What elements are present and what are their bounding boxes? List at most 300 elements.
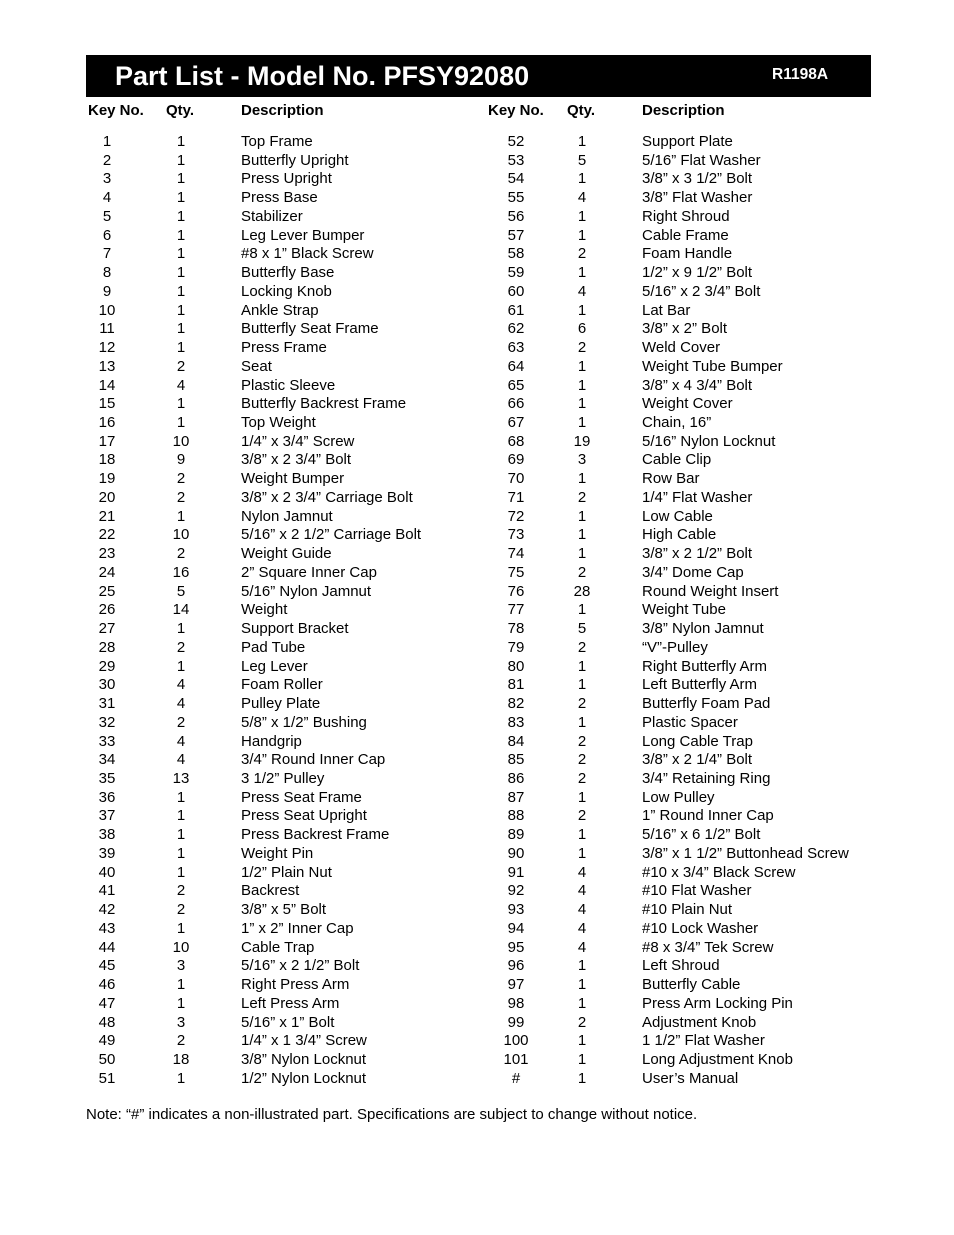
part-description: 3/8” x 2 1/2” Bolt: [642, 545, 753, 563]
table-row: [0, 414, 954, 433]
table-row: [0, 433, 954, 452]
part-key-no: 40: [98, 863, 116, 881]
part-qty: 1: [577, 207, 587, 225]
part-qty: 2: [577, 769, 587, 787]
table-row: [0, 864, 954, 883]
part-description: Support Plate: [642, 133, 733, 150]
part-description: Left Press Arm: [241, 994, 340, 1012]
part-description: Cable Clip: [642, 451, 712, 469]
table-row: [0, 658, 954, 677]
part-key-no: 26: [98, 601, 116, 619]
part-qty: 10: [172, 526, 190, 544]
part-description: #10 Plain Nut: [642, 901, 733, 919]
part-qty: 3: [577, 451, 587, 469]
part-description: Foam Handle: [642, 245, 733, 263]
table-row: [0, 489, 954, 508]
part-key-no: 18: [98, 451, 116, 469]
part-description: Locking Knob: [241, 282, 332, 300]
part-key-no: 76: [507, 582, 525, 600]
part-key-no: 58: [507, 245, 525, 263]
table-row: [0, 976, 954, 995]
part-key-no: #: [511, 1069, 521, 1087]
part-description: Low Cable: [642, 507, 713, 525]
part-key-no: 90: [507, 844, 525, 862]
part-description: 5/16” x 6 1/2” Bolt: [642, 826, 761, 844]
part-key-no: 47: [98, 994, 116, 1012]
part-qty: 1: [176, 994, 186, 1012]
part-key-no: 43: [98, 919, 116, 937]
part-qty: 1: [176, 301, 186, 319]
table-row: [0, 770, 954, 789]
part-qty: 16: [172, 563, 190, 581]
part-qty: 1: [577, 301, 587, 319]
part-description: Press Backrest Frame: [241, 826, 390, 844]
column-header-qty-right: Qty.: [567, 102, 596, 119]
part-qty: 1: [176, 826, 186, 844]
part-key-no: 79: [507, 638, 525, 656]
table-row: [0, 395, 954, 414]
part-description: High Cable: [642, 526, 717, 544]
column-header-key-right: Key No.: [488, 102, 544, 119]
table-row: [0, 320, 954, 339]
part-description: 1” x 2” Inner Cap: [241, 919, 354, 937]
part-key-no: 57: [507, 226, 525, 244]
part-qty: 1: [577, 526, 587, 544]
part-qty: 10: [172, 432, 190, 450]
part-qty: 1: [577, 1050, 587, 1068]
part-description: Leg Lever Bumper: [241, 226, 365, 244]
table-row: [0, 583, 954, 602]
part-qty: 1: [577, 1032, 587, 1050]
table-row: [0, 170, 954, 189]
part-description: Top Frame: [241, 133, 313, 150]
part-qty: 6: [577, 320, 587, 338]
part-key-no: 29: [98, 657, 116, 675]
part-key-no: 27: [98, 620, 116, 638]
table-row: [0, 639, 954, 658]
part-qty: 4: [176, 751, 186, 769]
part-qty: 4: [176, 676, 186, 694]
part-key-no: 35: [98, 769, 116, 787]
part-description: Chain, 16”: [642, 414, 712, 432]
part-qty: 19: [573, 432, 591, 450]
part-key-no: 81: [507, 676, 525, 694]
part-qty: 1: [577, 170, 587, 188]
part-description: Cable Frame: [642, 226, 729, 244]
part-qty: 1: [176, 657, 186, 675]
part-description: 5/16” x 2 3/4” Bolt: [642, 282, 761, 300]
part-description: Lat Bar: [642, 301, 691, 319]
part-key-no: 20: [98, 488, 116, 506]
part-key-no: 78: [507, 620, 525, 638]
table-row: [0, 339, 954, 358]
part-qty: 10: [172, 938, 190, 956]
table-row: [0, 807, 954, 826]
part-description: 5/16” Nylon Locknut: [642, 432, 776, 450]
part-key-no: 88: [507, 807, 525, 825]
part-key-no: 3: [102, 170, 112, 188]
part-key-no: 53: [507, 151, 525, 169]
part-key-no: 98: [507, 994, 525, 1012]
table-row: [0, 939, 954, 958]
part-description: Weld Cover: [642, 339, 721, 357]
part-description: Weight Bumper: [241, 470, 345, 488]
part-key-no: 31: [98, 695, 116, 713]
part-qty: 18: [172, 1050, 190, 1068]
table-row: [0, 302, 954, 321]
table-row: [0, 601, 954, 620]
part-key-no: 34: [98, 751, 116, 769]
part-key-no: 75: [507, 563, 525, 581]
part-description: 3 1/2” Pulley: [241, 769, 325, 787]
part-qty: 1: [577, 976, 587, 994]
part-qty: 2: [577, 245, 587, 263]
part-qty: 2: [577, 638, 587, 656]
part-key-no: 36: [98, 788, 116, 806]
part-qty: 1: [577, 376, 587, 394]
page-title: Part List - Model No. PFSY92080: [115, 61, 530, 91]
part-qty: 1: [176, 414, 186, 432]
part-key-no: 15: [98, 395, 116, 413]
part-qty: 4: [577, 189, 587, 207]
part-description: Butterfly Backrest Frame: [241, 395, 407, 413]
part-key-no: 62: [507, 320, 525, 338]
part-description: 3/8” x 2 3/4” Carriage Bolt: [241, 488, 413, 506]
part-qty: 3: [176, 1013, 186, 1031]
part-key-no: 82: [507, 695, 525, 713]
table-row: [0, 1014, 954, 1033]
part-qty: 4: [176, 376, 186, 394]
part-key-no: 2: [102, 151, 112, 169]
table-row: [0, 526, 954, 545]
part-key-no: 16: [98, 414, 116, 432]
part-qty: 9: [176, 451, 186, 469]
part-qty: 2: [577, 807, 587, 825]
part-description: 5/16” x 2 1/2” Carriage Bolt: [241, 526, 422, 544]
table-row: [0, 358, 954, 377]
part-qty: 1: [176, 226, 186, 244]
table-row: [0, 901, 954, 920]
part-description: Plastic Sleeve: [241, 376, 336, 394]
part-key-no: 55: [507, 189, 525, 207]
part-key-no: 37: [98, 807, 116, 825]
part-key-no: 65: [507, 376, 525, 394]
table-row: [0, 283, 954, 302]
part-description: Support Bracket: [241, 620, 349, 638]
part-description: 1/4” Flat Washer: [642, 488, 753, 506]
part-description: Press Base: [241, 189, 318, 207]
part-key-no: 7: [102, 245, 112, 263]
part-qty: 1: [577, 133, 587, 150]
part-key-no: 52: [507, 133, 525, 150]
part-key-no: 94: [507, 919, 525, 937]
part-description: 5/16” x 1” Bolt: [241, 1013, 335, 1031]
part-key-no: 72: [507, 507, 525, 525]
part-qty: 1: [577, 357, 587, 375]
part-key-no: 9: [102, 282, 112, 300]
part-qty: 2: [176, 882, 186, 900]
table-row: [0, 245, 954, 264]
part-qty: 2: [176, 470, 186, 488]
part-description: 1 1/2” Flat Washer: [642, 1032, 765, 1050]
part-key-no: 42: [98, 901, 116, 919]
part-description: Butterfly Cable: [642, 976, 741, 994]
table-row: [0, 152, 954, 171]
table-row: [0, 545, 954, 564]
part-qty: 4: [577, 938, 587, 956]
table-row: [0, 451, 954, 470]
part-description: 3/8” Flat Washer: [642, 189, 753, 207]
part-description: Butterfly Foam Pad: [642, 695, 771, 713]
part-key-no: 77: [507, 601, 525, 619]
part-description: User’s Manual: [642, 1069, 739, 1087]
part-description: Butterfly Base: [241, 264, 335, 282]
part-qty: 1: [176, 507, 186, 525]
part-qty: 1: [577, 601, 587, 619]
part-key-no: 59: [507, 264, 525, 282]
part-key-no: 69: [507, 451, 525, 469]
part-description: 5/8” x 1/2” Bushing: [241, 713, 367, 731]
part-description: 3/4” Retaining Ring: [642, 769, 771, 787]
part-key-no: 13: [98, 357, 116, 375]
part-qty: 4: [577, 863, 587, 881]
part-qty: 1: [176, 207, 186, 225]
part-description: Right Press Arm: [241, 976, 350, 994]
part-key-no: 54: [507, 170, 525, 188]
part-description: Round Weight Insert: [642, 582, 779, 600]
table-row: [0, 882, 954, 901]
part-qty: 4: [577, 282, 587, 300]
part-description: 5/16” Flat Washer: [642, 151, 761, 169]
part-qty: 1: [577, 788, 587, 806]
part-description: Left Butterfly Arm: [642, 676, 758, 694]
part-key-no: 74: [507, 545, 525, 563]
table-row: [0, 508, 954, 527]
part-qty: 1: [176, 264, 186, 282]
part-description: Cable Trap: [241, 938, 315, 956]
part-key-no: 86: [507, 769, 525, 787]
part-description: Press Arm Locking Pin: [642, 994, 793, 1012]
part-key-no: 64: [507, 357, 525, 375]
part-key-no: 5: [102, 207, 112, 225]
part-qty: 1: [176, 919, 186, 937]
part-description: Foam Roller: [241, 676, 323, 694]
part-qty: 1: [577, 395, 587, 413]
part-description: Right Shroud: [642, 207, 730, 225]
table-row: [0, 1032, 954, 1051]
part-qty: 2: [577, 695, 587, 713]
part-description: 1/4” x 1 3/4” Screw: [241, 1032, 367, 1050]
part-key-no: 96: [507, 957, 525, 975]
part-qty: 4: [577, 882, 587, 900]
part-key-no: 8: [102, 264, 112, 282]
part-key-no: 50: [98, 1050, 116, 1068]
part-key-no: 45: [98, 957, 116, 975]
part-qty: 1: [176, 976, 186, 994]
part-qty: 1: [577, 657, 587, 675]
part-qty: 2: [176, 357, 186, 375]
table-row: [0, 133, 954, 152]
part-description: Nylon Jamnut: [241, 507, 333, 525]
part-key-no: 51: [98, 1069, 116, 1087]
part-description: Handgrip: [241, 732, 302, 750]
part-description: Ankle Strap: [241, 301, 319, 319]
part-key-no: 46: [98, 976, 116, 994]
part-qty: 1: [176, 170, 186, 188]
part-key-no: 17: [98, 432, 116, 450]
part-description: Long Adjustment Knob: [642, 1050, 793, 1068]
part-qty: 2: [176, 545, 186, 563]
part-qty: 2: [577, 339, 587, 357]
part-description: 2” Square Inner Cap: [241, 563, 377, 581]
part-description: 1” Round Inner Cap: [642, 807, 774, 825]
part-description: Top Weight: [241, 414, 316, 432]
part-key-no: 101: [503, 1050, 529, 1068]
part-key-no: 91: [507, 863, 525, 881]
part-description: “V”-Pulley: [642, 638, 708, 656]
part-qty: 14: [172, 601, 190, 619]
part-qty: 1: [577, 957, 587, 975]
table-row: [0, 957, 954, 976]
column-header-description-right: Description: [642, 102, 725, 119]
part-key-no: 61: [507, 301, 525, 319]
part-key-no: 48: [98, 1013, 116, 1031]
table-row: [0, 751, 954, 770]
part-description: Seat: [241, 357, 272, 375]
part-qty: 5: [577, 151, 587, 169]
part-qty: 1: [176, 863, 186, 881]
part-description: 1/2” Nylon Locknut: [241, 1069, 367, 1087]
part-key-no: 63: [507, 339, 525, 357]
part-description: Press Frame: [241, 339, 327, 357]
part-key-no: 85: [507, 751, 525, 769]
part-key-no: 10: [98, 301, 116, 319]
part-qty: 2: [176, 1032, 186, 1050]
part-description: 3/8” x 4 3/4” Bolt: [642, 376, 753, 394]
part-description: 3/8” x 2 1/4” Bolt: [642, 751, 753, 769]
part-qty: 5: [577, 620, 587, 638]
table-row: [0, 377, 954, 396]
part-key-no: 66: [507, 395, 525, 413]
part-key-no: 99: [507, 1013, 525, 1031]
part-qty: 13: [172, 769, 190, 787]
part-key-no: 33: [98, 732, 116, 750]
part-description: Row Bar: [642, 470, 700, 488]
part-description: #8 x 1” Black Screw: [241, 245, 374, 263]
table-row: [0, 1051, 954, 1070]
part-qty: 1: [176, 133, 186, 150]
part-description: #10 Lock Washer: [642, 919, 759, 937]
part-qty: 4: [176, 732, 186, 750]
part-description: #10 Flat Washer: [642, 882, 752, 900]
table-row: [0, 920, 954, 939]
part-description: 3/8” Nylon Locknut: [241, 1050, 367, 1068]
part-description: Press Upright: [241, 170, 332, 188]
part-qty: 2: [577, 732, 587, 750]
part-key-no: 92: [507, 882, 525, 900]
part-qty: 1: [176, 245, 186, 263]
part-key-no: 68: [507, 432, 525, 450]
part-description: 3/8” Nylon Jamnut: [642, 620, 764, 638]
document-code: R1198A: [772, 66, 829, 83]
part-description: Long Cable Trap: [642, 732, 753, 750]
part-qty: 4: [176, 695, 186, 713]
table-row: [0, 1070, 954, 1089]
part-key-no: 4: [102, 189, 112, 207]
table-row: [0, 227, 954, 246]
part-qty: 28: [573, 582, 591, 600]
table-row: [0, 995, 954, 1014]
part-description: 3/4” Dome Cap: [642, 563, 744, 581]
part-key-no: 12: [98, 339, 116, 357]
part-key-no: 56: [507, 207, 525, 225]
part-description: 5/16” Nylon Jamnut: [241, 582, 372, 600]
part-description: 3/8” x 2 3/4” Bolt: [241, 451, 352, 469]
part-key-no: 60: [507, 282, 525, 300]
part-qty: 1: [176, 1069, 186, 1087]
part-key-no: 23: [98, 545, 116, 563]
part-qty: 2: [176, 901, 186, 919]
table-row: [0, 189, 954, 208]
part-qty: 5: [176, 582, 186, 600]
part-key-no: 1: [102, 133, 112, 150]
table-row: [0, 733, 954, 752]
part-description: 1/2” x 9 1/2” Bolt: [642, 264, 753, 282]
parts-table: [0, 133, 954, 1088]
part-qty: 2: [577, 751, 587, 769]
part-description: 3/8” x 3 1/2” Bolt: [642, 170, 753, 188]
part-description: Press Seat Upright: [241, 807, 367, 825]
part-qty: 2: [176, 713, 186, 731]
part-qty: 1: [176, 151, 186, 169]
part-qty: 1: [577, 826, 587, 844]
part-description: Plastic Spacer: [642, 713, 738, 731]
part-description: Leg Lever: [241, 657, 308, 675]
part-qty: 3: [176, 957, 186, 975]
part-qty: 4: [577, 919, 587, 937]
part-description: #8 x 3/4” Tek Screw: [642, 938, 774, 956]
part-key-no: 30: [98, 676, 116, 694]
part-description: Stabilizer: [241, 207, 303, 225]
part-qty: 1: [176, 189, 186, 207]
part-qty: 2: [176, 638, 186, 656]
table-row: [0, 695, 954, 714]
part-key-no: 70: [507, 470, 525, 488]
part-description: Right Butterfly Arm: [642, 657, 768, 675]
part-qty: 1: [577, 470, 587, 488]
part-qty: 1: [176, 320, 186, 338]
part-key-no: 14: [98, 376, 116, 394]
part-key-no: 73: [507, 526, 525, 544]
part-key-no: 19: [98, 470, 116, 488]
part-key-no: 84: [507, 732, 525, 750]
part-qty: 1: [176, 395, 186, 413]
part-description: Left Shroud: [642, 957, 720, 975]
part-description: 5/16” x 2 1/2” Bolt: [241, 957, 360, 975]
part-key-no: 11: [99, 320, 115, 338]
part-description: Weight Pin: [241, 844, 314, 862]
part-key-no: 49: [98, 1032, 116, 1050]
part-key-no: 6: [102, 226, 112, 244]
part-key-no: 95: [507, 938, 525, 956]
table-row: [0, 789, 954, 808]
part-qty: 1: [176, 620, 186, 638]
part-description: Butterfly Upright: [241, 151, 349, 169]
table-row: [0, 826, 954, 845]
part-key-no: 71: [507, 488, 525, 506]
part-qty: 1: [577, 844, 587, 862]
part-qty: 1: [577, 264, 587, 282]
